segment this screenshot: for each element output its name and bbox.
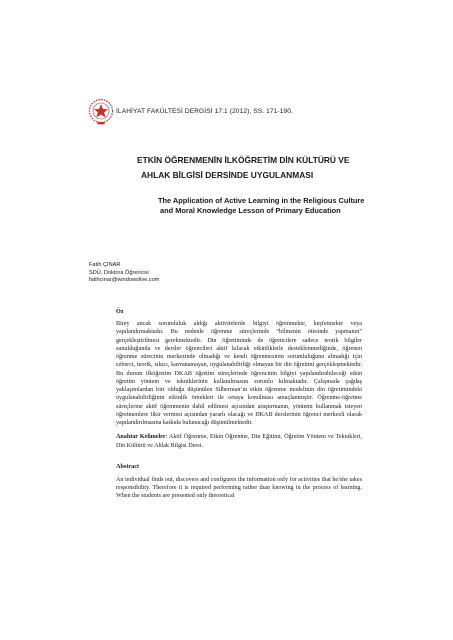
journal-reference: İLAHİYAT FAKÜLTESİ DERGİSİ 17:1 (2012), SS. 171-190.	[116, 108, 293, 115]
english-title	[158, 196, 398, 216]
keywords-label: Anahtar Kelimeler	[116, 434, 166, 441]
author-block	[89, 262, 159, 285]
abstract-heading: Abstract	[116, 462, 140, 470]
article-body	[116, 308, 362, 501]
turkish-title-line-1: ETKİN ÖĞRENMENİN İLKÖĞRETİM DİN KÜLTÜRÜ VE	[137, 155, 350, 165]
keywords-text: : Aktif Öğrenme, Etkin Öğrenme, Din Eğitimi, Öğretim Yöntem ve Teknikleri, Din Kültürü ve Ahlak Bilgisi Dersi.	[116, 434, 362, 449]
abstract-paragraph: An individual finds out, discovers and configures the information only for activities that he/she takes responsibility. Therefore it is required performing rather than knowing in the process of learning. When the students are presented only theoretical	[116, 476, 362, 500]
english-title-line-2: and Moral Knowledge Lesson of Primary Education	[160, 206, 341, 215]
author-affiliation: SDÜ, Doktora Öğrencisi	[89, 269, 149, 276]
turkish-title	[137, 153, 387, 183]
university-seal-icon	[88, 98, 114, 126]
english-title-line-1: The Application of Active Learning in the Religious Culture	[158, 196, 365, 205]
oz-heading: Öz	[116, 308, 124, 315]
keywords-paragraph	[116, 433, 362, 450]
oz-paragraph: Birey ancak sorumluluk aldığı aktivitelerde bilgiyi öğrenmekte, keşfetmekte veya yapılandırmaktadır. Bu nedenle öğrenme süreçlerinde “bilmenin ötesinde yapmanın” gerçekleştirilmesi gerekmektedir. Din öğretiminde de öğrencilere sadece teorik bilgiler sunulduğunda ve dersler öğrencileri aktif kılacak etkinliklerle desteklenmediğinde, öğrenen öğrenme sürecinin merkezinde olmadığı ve kendi öğrenmesinin sorumluluğunu almadığı için ezberci, teorik, sıkıcı, kavranamayan, uygulanabilirliği olmayan bir din öğretimi gerçekleşmektedir. Bu durum ilköğretim DKAB öğretim süreçlerinde öğrencinin bilgiyi yapılandırabileceği etkin öğretim yöntem ve tekniklerinin kullanılmasını zorunlu kılmaktadır. Çalışmada çağdaş yaklaşımlardan biri olduğu düşünülen Silberman’ın etkin öğrenme modelinin din öğretimindeki uygulanabilirliğinin etkinlik örnekleri ile ortaya konulması amaçlanmıştır. Öğrenme-öğretme süreçlerine aktif öğrenmenin dahil edilmesi açısından araştırmanın, yöntemi kullanmak isteyen öğretmenlere fikir vermesi açısından yararlı olacağı ve DKAB derslerinin öğrenci merkezli olarak yapılandırılmasına katkıda bulunacağı düşünülmektedir.	[116, 321, 362, 426]
author-email[interactable]: fatihcinar@windowslive.com	[89, 277, 160, 284]
author-name: Fatih ÇINAR	[89, 262, 121, 268]
turkish-title-line-2: AHLAK BİLGİSİ DERSİNDE UYGULANMASI	[141, 170, 314, 180]
